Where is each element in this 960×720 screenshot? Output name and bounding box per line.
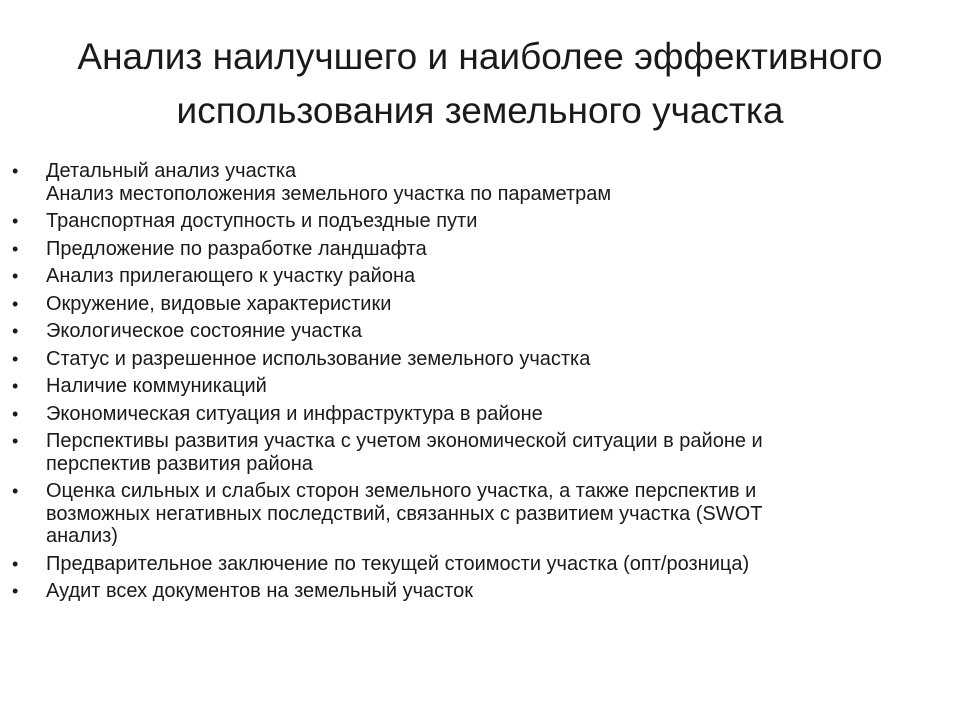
bullet-dot-icon: •	[12, 403, 19, 424]
list-item-text: Перспективы развития участка с учетом экономической ситуации в районе и	[46, 430, 763, 452]
bullet-dot-icon: •	[12, 161, 19, 181]
list-item	[12, 480, 942, 548]
list-item	[12, 553, 942, 576]
list-item	[12, 580, 942, 603]
list-item-text: перспектив развития района	[46, 452, 313, 475]
list-item	[12, 293, 942, 316]
list-item	[12, 210, 942, 233]
slide-title-line-2: использования земельного участка	[176, 90, 784, 131]
list-item-text: Аудит всех документов на земельный участок	[46, 580, 473, 602]
list-item-text: анализ)	[46, 525, 118, 547]
list-item-text: Оценка сильных и слабых сторон земельного участка, а также перспектив и	[46, 480, 757, 502]
list-item-text: Предложение по разработке ландшафта	[46, 237, 427, 260]
slide-title	[0, 30, 960, 138]
bullet-dot-icon: •	[12, 293, 19, 314]
bullet-list	[12, 160, 942, 608]
bullet-dot-icon: •	[12, 238, 19, 259]
list-item-text: Анализ местоположения земельного участка по параметрам	[46, 182, 612, 205]
list-item	[12, 375, 942, 398]
list-item-text: Детальный анализ участка	[46, 160, 297, 182]
bullet-dot-icon: •	[12, 431, 19, 451]
list-item-text: Экономическая ситуация и инфраструктура в районе	[46, 402, 543, 425]
list-item-text: Предварительное заключение по текущей стоимости участка (опт/розница)	[46, 552, 750, 575]
bullet-dot-icon: •	[12, 553, 19, 574]
list-item	[12, 348, 942, 371]
list-item-text: Статус и разрешенное использование земельного участка	[46, 347, 591, 370]
list-item-text: Наличие коммуникаций	[46, 375, 267, 397]
list-item	[12, 430, 942, 475]
list-item-text: Экологическое состояние участка	[46, 320, 362, 342]
bullet-dot-icon: •	[12, 376, 19, 396]
bullet-dot-icon: •	[12, 266, 19, 286]
list-item-text: Окружение, видовые характеристики	[46, 292, 392, 315]
list-item-text: возможных негативных последствий, связанных с развитием участка (SWOT	[46, 502, 763, 525]
bullet-dot-icon: •	[12, 348, 19, 369]
list-item-text: Транспортная доступность и подъездные пути	[46, 210, 478, 232]
list-item	[12, 320, 942, 343]
list-item-text: Анализ прилегающего к участку района	[46, 265, 416, 287]
list-item	[12, 265, 942, 288]
list-item	[12, 238, 942, 261]
list-item	[12, 403, 942, 426]
bullet-dot-icon: •	[12, 321, 19, 341]
list-item	[12, 160, 942, 205]
bullet-dot-icon: •	[12, 581, 19, 601]
bullet-dot-icon: •	[12, 211, 19, 231]
slide-title-line-1: Анализ наилучшего и наиболее эффективного	[77, 36, 883, 77]
bullet-dot-icon: •	[12, 481, 19, 501]
